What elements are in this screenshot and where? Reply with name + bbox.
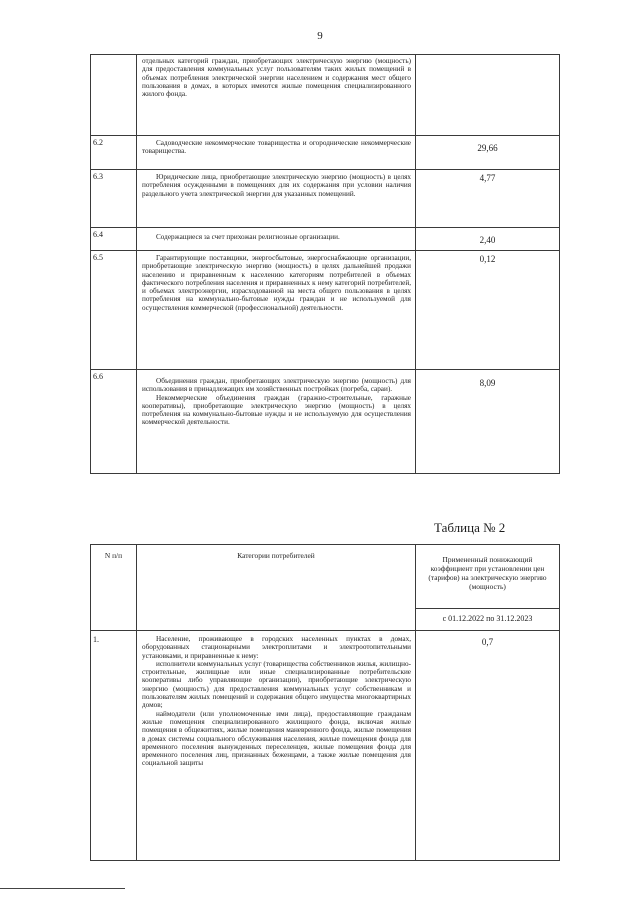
row-number: 6.3 bbox=[91, 170, 137, 228]
row-number: 6.2 bbox=[91, 136, 137, 170]
coefficient-table-2 bbox=[90, 544, 560, 861]
coefficient-table-continued bbox=[90, 54, 560, 474]
category-cell: Гарантирующие поставщики, энергосбытовые, энергоснабжающие организации, приобретающие электрическую энергию (мощность) в целях дальнейшей продажи населению и приравненным к населению категориям потребителей в объемах фактического потребления населения и приравненных к нему категорий потребителей, и объемах электроэнергии, израсходованной на места общего пользования в целях потребления на коммунально-бытовые нужды граждан и не используемой для осуществления коммерческой (профессиональной) деятельности. bbox=[137, 251, 416, 370]
row-number: 1. bbox=[91, 631, 137, 861]
table-row bbox=[91, 631, 560, 861]
table-row bbox=[91, 370, 560, 474]
row-number: 6.4 bbox=[91, 228, 137, 251]
table-row bbox=[91, 136, 560, 170]
category-cell: Юридические лица, приобретающие электрическую энергию (мощность) в целях потребления осужденными в помещениях для их содержания при условии наличия раздельного учета электрической энергии для указанных помещений. bbox=[137, 170, 416, 228]
category-cell: Содержащиеся за счет прихожан религиозные организации. bbox=[137, 228, 416, 251]
table-caption: Таблица № 2 bbox=[434, 520, 506, 535]
header-row bbox=[91, 545, 560, 609]
value-cell: 0,7 bbox=[416, 631, 560, 861]
value-cell: 4,77 bbox=[416, 170, 560, 228]
value-cell: 2,40 bbox=[416, 228, 560, 251]
category-cell: Садоводческие некоммерческие товарищества и огороднические некоммерческие товарищества. bbox=[137, 136, 416, 170]
footnote-divider bbox=[0, 888, 125, 889]
table-row bbox=[91, 228, 560, 251]
header-num: N п/п bbox=[91, 545, 137, 631]
value-cell: 29,66 bbox=[416, 136, 560, 170]
header-coefficient: Примененный понижающий коэффициент при установлении цен (тарифов) на электрическую энергию (мощность) bbox=[416, 545, 560, 609]
header-period: с 01.12.2022 по 31.12.2023 bbox=[416, 609, 560, 631]
table-row bbox=[91, 170, 560, 228]
table-row bbox=[91, 55, 560, 136]
row-number bbox=[91, 55, 137, 136]
row-number: 6.6 bbox=[91, 370, 137, 474]
category-cell: Население, проживающее в городских населенных пунктах в домах, оборудованных стационарными электроплитами и электроотопительными установками, и приравненные к нему: исполнители коммунальных услуг (товарищества собственников жилья, жилищно-строительные, жилищные или иные специализированные потребительские кооперативы либо управляющие организации), приобретающие электрическую энергию (мощность) для предоставления коммунальных услуг собственникам и пользователям жилых помещений и содержания общего имущества многоквартирных домов; наймодатели (или уполномоченные ими лица), предоставляющие гражданам жилые помещения специализированного жилищного фонда, включая жилые помещения в общежитиях, жилые помещения маневренного фонда, жилые помещения в домах системы социального обслуживания населения, жилые помещения фонда для временного поселения вынужденных переселенцев, жилые помещения фонда для временного поселения лиц, признанных беженцами, а также жилые помещения для социальной защиты bbox=[137, 631, 416, 861]
row-number: 6.5 bbox=[91, 251, 137, 370]
table-row bbox=[91, 251, 560, 370]
value-cell: 0,12 bbox=[416, 251, 560, 370]
category-cell: отдельных категорий граждан, приобретающих электрическую энергию (мощность) для предоставления коммунальных услуг пользователям таких жилых помещений в объемах потребления электрической энергии населением и содержания мест общего пользования в домах, в которых имеются жилые помещения специализированного жилого фонда. bbox=[137, 55, 416, 136]
category-cell: Объединения граждан, приобретающих электрическую энергию (мощность) для использования в принадлежащих им хозяйственных постройках (погреба, сараи). Некоммерческие объединения граждан (гаражно-строительные, гаражные кооперативы), приобретающие электрическую энергию (мощность) в целях потребления на коммунально-бытовые нужды и не используемую для осуществления коммерческой деятельности. bbox=[137, 370, 416, 474]
value-cell bbox=[416, 55, 560, 136]
header-category: Категории потребителей bbox=[137, 545, 416, 631]
page-number: 9 bbox=[317, 30, 323, 42]
value-cell: 8,09 bbox=[416, 370, 560, 474]
